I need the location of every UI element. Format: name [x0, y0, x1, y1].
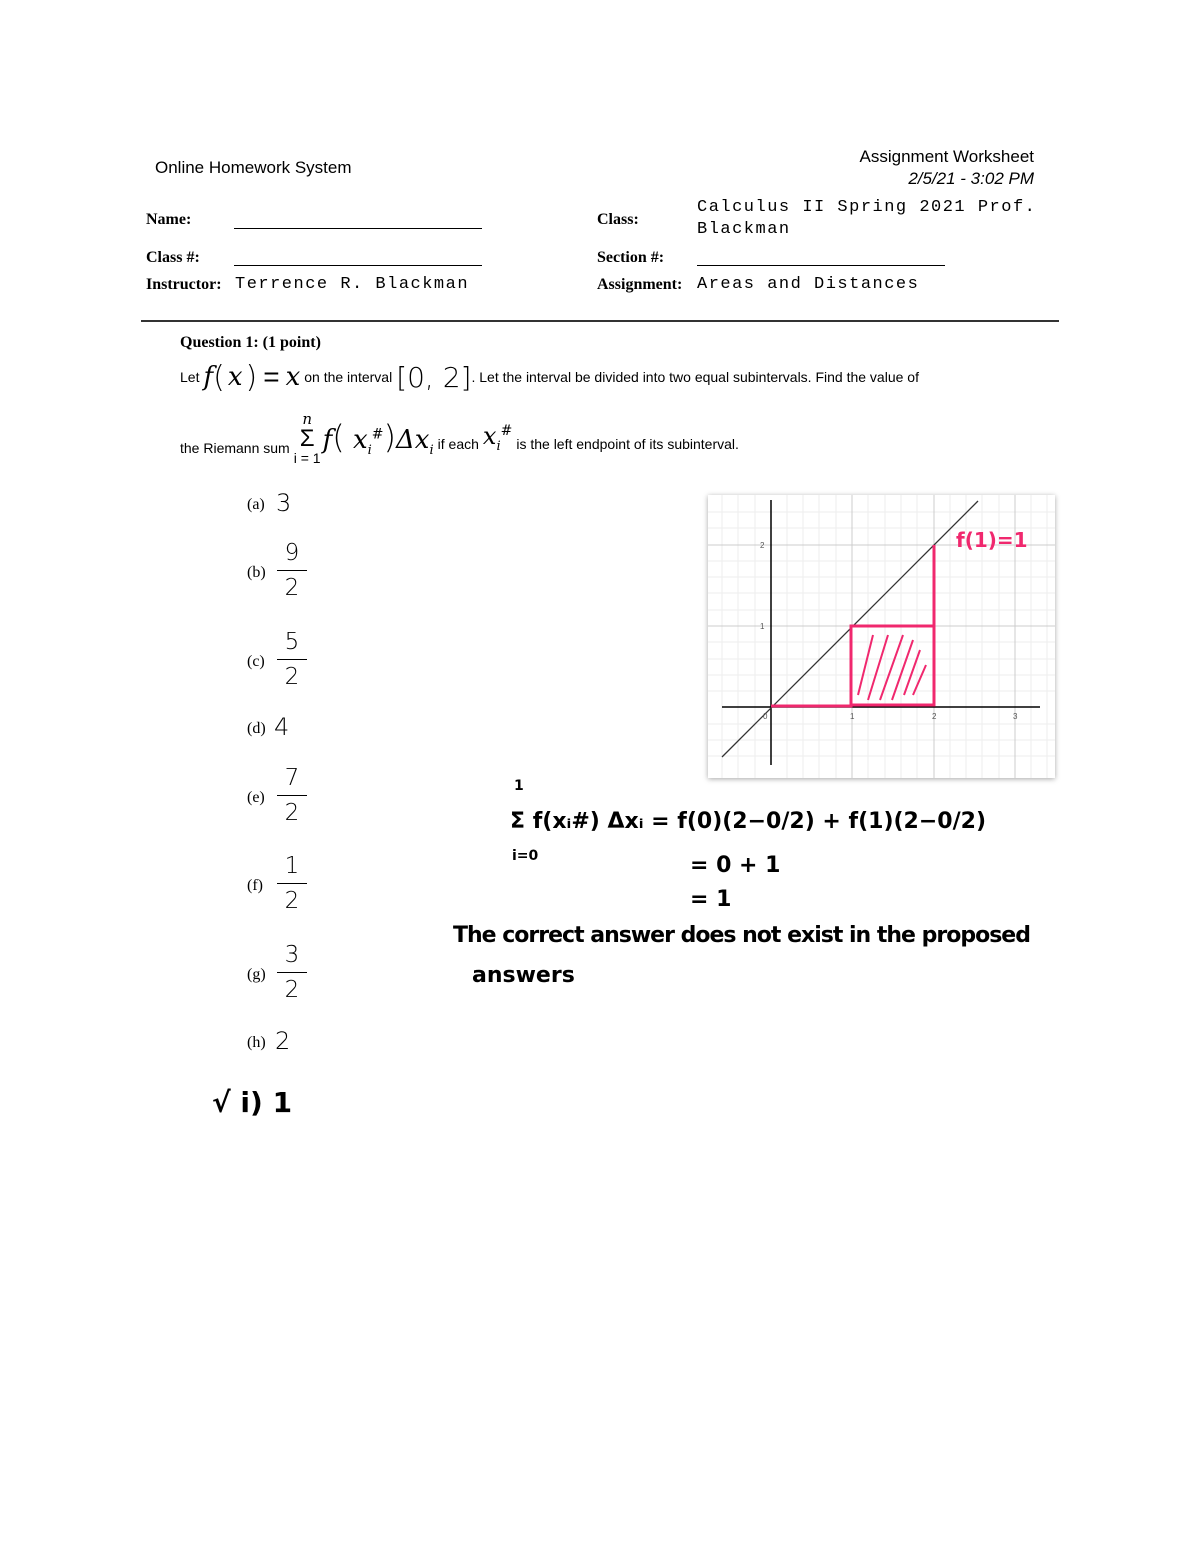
sum-sigma: Σ	[299, 424, 315, 452]
x-i-sharp: $x_i^{\#}$	[482, 422, 513, 454]
question-line-1	[180, 358, 919, 396]
option-b-label[interactable]: (b)	[247, 564, 266, 581]
assignment-label: Assignment:	[597, 276, 683, 293]
y-tick-1: 1	[760, 622, 765, 631]
option-e-fraction: 7 2	[277, 763, 307, 828]
math-open-paren: (	[213, 359, 225, 395]
instructor-value: Terrence R. Blackman	[235, 275, 470, 294]
option-g-label[interactable]: (g)	[247, 966, 266, 983]
graph-annotation: f(1)=1	[956, 528, 1028, 552]
question-let: Let	[180, 369, 200, 385]
sum-symbol	[293, 409, 321, 466]
hand-conclusion-2: answers	[472, 963, 575, 988]
hand-conclusion-1: The correct answer does not exist in the proposed	[453, 923, 1030, 948]
option-b-fraction: 9 2	[277, 538, 307, 603]
section-blank	[697, 265, 945, 266]
option-c-fraction: 5 2	[277, 627, 307, 692]
question-title: Question 1: (1 point)	[180, 334, 321, 351]
riemann-expression: f( $x_i^{\#})\Delta x_i$	[322, 417, 434, 459]
left-endpoint-text: is the left endpoint of its subinterval.	[516, 436, 739, 452]
header-divider	[141, 320, 1059, 322]
x-tick-2: 2	[932, 712, 937, 721]
hand-sum-bottom: i=0	[512, 848, 539, 864]
hand-equation-line1: Σ f(xᵢ#) Δxᵢ = f(0)(2−0/2) + f(1)(2−0/2)	[510, 809, 986, 834]
riemann-text: the Riemann sum	[180, 440, 290, 456]
question-text-1: . Let the interval be divided into two equal subintervals. Find the value of	[471, 369, 919, 385]
option-f-label[interactable]: (f)	[247, 877, 263, 894]
on-interval-text: on the interval	[304, 369, 393, 385]
option-d-label[interactable]: (d)	[247, 720, 266, 737]
graph-image	[708, 495, 1055, 778]
name-blank	[234, 228, 482, 229]
option-e-label[interactable]: (e)	[247, 789, 265, 806]
option-f-fraction: 1 2	[277, 851, 307, 916]
option-a-value: 3	[276, 489, 292, 517]
x-tick-1: 1	[850, 712, 855, 721]
instructor-label: Instructor:	[146, 276, 222, 293]
option-h-label[interactable]: (h)	[247, 1034, 266, 1051]
worksheet-title: Assignment Worksheet	[859, 147, 1034, 166]
option-g-fraction: 3 2	[277, 940, 307, 1005]
hand-sum-top: 1	[514, 778, 524, 794]
class-value: Calculus II Spring 2021 Prof.	[697, 198, 1037, 217]
class-label: Class:	[597, 211, 639, 228]
math-x: x	[227, 362, 243, 392]
option-a-label[interactable]: (a)	[247, 496, 265, 513]
math-close-paren: )	[245, 359, 258, 395]
sum-upper: n	[302, 409, 312, 428]
hand-equation-line2: = 0 + 1	[690, 853, 781, 878]
worksheet-datetime: 2/5/21 - 3:02 PM	[908, 169, 1034, 188]
system-name: Online Homework System	[155, 158, 352, 177]
classnum-blank	[234, 265, 482, 266]
class-value-cont: Blackman	[697, 220, 791, 239]
option-d-value: 4	[274, 713, 290, 741]
if-each-text: if each	[437, 436, 479, 452]
hand-equation-line3: = 1	[690, 887, 732, 912]
section-label: Section #:	[597, 249, 665, 266]
y-tick-2: 2	[760, 541, 765, 550]
option-h-value: 2	[275, 1027, 291, 1055]
x-tick-3: 3	[1013, 712, 1018, 721]
math-f: f	[203, 362, 214, 392]
classnum-label: Class #:	[146, 249, 200, 266]
option-c-label[interactable]: (c)	[247, 653, 265, 670]
interval-math: [0, 2]	[396, 360, 472, 394]
assignment-value: Areas and Distances	[697, 275, 920, 294]
x-tick-0: 0	[763, 712, 768, 721]
math-equals: =	[263, 361, 280, 392]
graph-svg	[708, 495, 1055, 778]
question-line-2	[180, 404, 739, 472]
math-x-rhs: x	[285, 362, 301, 392]
sum-lower: i = 1	[293, 449, 321, 466]
handwritten-extra-option: √ i) 1	[212, 1086, 293, 1119]
name-label: Name:	[146, 211, 192, 228]
